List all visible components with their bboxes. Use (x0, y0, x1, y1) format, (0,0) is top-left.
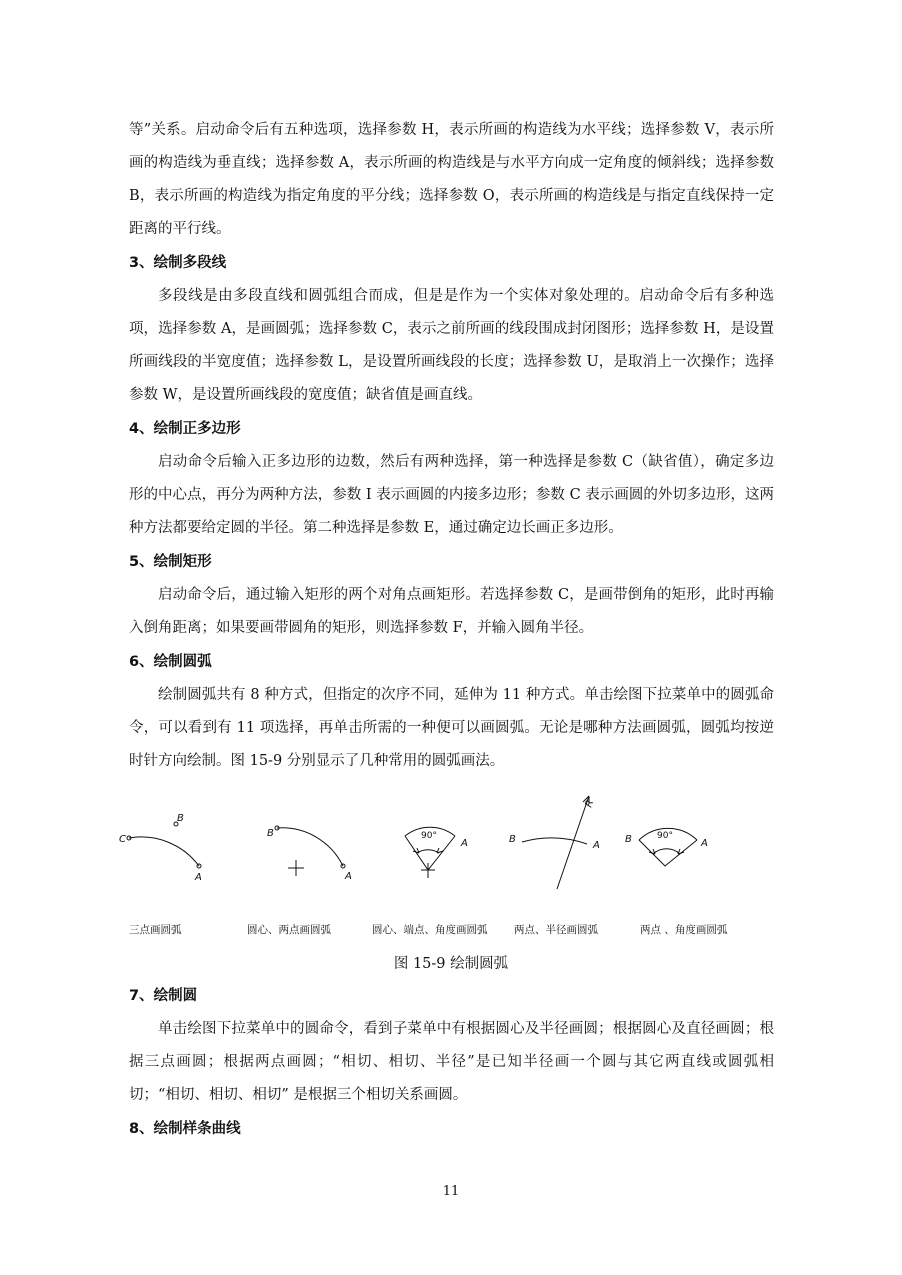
heading-polyline: 3、绘制多段线 (129, 255, 227, 271)
sublabel-two-points-angle: 两点 、角度画圆弧 (640, 924, 728, 936)
label-point-a: A (345, 871, 352, 882)
arc-three-point-sketch (127, 822, 201, 868)
paragraph-construction-line-options: 等”关系。启动命令后有五种选项，选择参数 H，表示所画的构造线为水平线；选择参数 V，表示所画的构造线为垂直线；选择参数 A，表示所画的构造线是与水平方向成一定角度的倾斜线；选择参数 B，表示所画的构造线为指定角度的平分线；选择参数 O，表示所画的构造线是与指定直线保持一定距离的平行线。 (129, 122, 774, 237)
label-point-b: B (177, 813, 184, 824)
label-point-b: B (625, 834, 632, 845)
arc-two-points-radius-sketch (522, 796, 589, 889)
figure-caption: 图 15-9 绘制圆弧 (393, 956, 509, 972)
figure-arc-methods (117, 782, 779, 910)
arc-center-two-points-sketch (275, 826, 345, 876)
label-angle: 90° (657, 831, 673, 841)
label-point-b: B (509, 834, 516, 845)
label-point-c: C (119, 834, 126, 845)
paragraph-polygon: 启动命令后输入正多边形的边数，然后有两种选择，第一种选择是参数 C（缺省值），确定多边形的中心点，再分为两种方法，参数 I 表示画圆的内接多边形；参数 C 表示画圆的外切多边形，这两种方法都要给定圆的半径。第二种选择是参数 E，通过确定边长画正多边形。 (129, 454, 774, 536)
label-angle: 90° (421, 831, 437, 841)
label-point-b: B (267, 828, 274, 839)
sublabel-center-endpoint-angle: 圆心、端点、角度画圆弧 (372, 924, 488, 936)
heading-circle: 7、绘制圆 (129, 988, 198, 1004)
paragraph-circle: 单击绘图下拉菜单中的圆命令，看到子菜单中有根据圆心及半径画圆；根据圆心及直径画圆；根据三点画圆；根据两点画圆；“相切、相切、半径”是已知半径画一个圆与其它两直线或圆弧相切；“相切、相切、相切” 是根据三个相切关系画圆。 (129, 1021, 774, 1103)
label-point-a: A (701, 838, 708, 849)
sublabel-three-point: 三点画圆弧 (129, 924, 182, 936)
label-point-a: A (593, 840, 600, 851)
sublabel-center-two-points: 圆心、两点画圆弧 (247, 924, 331, 936)
label-point-a: A (195, 872, 202, 883)
paragraph-polyline: 多段线是由多段直线和圆弧组合而成，但是是作为一个实体对象处理的。启动命令后有多种选项，选择参数 A，是画圆弧；选择参数 C，表示之前所画的线段围成封闭图形；选择参数 H，是设置所画线段的半宽度值；选择参数 L，是设置所画线段的长度；选择参数 U，是取消上一次操作；选择参数 W，是设置所画线段的宽度值；缺省值是画直线。 (129, 288, 774, 403)
label-point-a: A (461, 838, 468, 849)
sublabel-two-points-radius: 两点、半径画圆弧 (514, 924, 598, 936)
heading-arc: 6、绘制圆弧 (129, 654, 212, 670)
heading-spline: 8、绘制样条曲线 (129, 1121, 241, 1137)
page-number: 11 (442, 1184, 460, 1199)
paragraph-rectangle: 启动命令后，通过输入矩形的两个对角点画矩形。若选择参数 C，是画带倒角的矩形，此时再输入倒角距离；如果要画带圆角的矩形，则选择参数 F，并输入圆角半径。 (129, 587, 774, 636)
heading-rectangle: 5、绘制矩形 (129, 554, 212, 570)
paragraph-arc: 绘制圆弧共有 8 种方式，但指定的次序不同，延伸为 11 种方式。单击绘图下拉菜单中的圆弧命令，可以看到有 11 项选择，再单击所需的一种便可以画圆弧。无论是哪种方法画圆弧，圆弧均按逆时针方向绘制。图 15-9 分别显示了几种常用的圆弧画法。 (129, 687, 774, 769)
heading-polygon: 4、绘制正多边形 (129, 421, 241, 437)
label-radius: R (583, 798, 597, 810)
